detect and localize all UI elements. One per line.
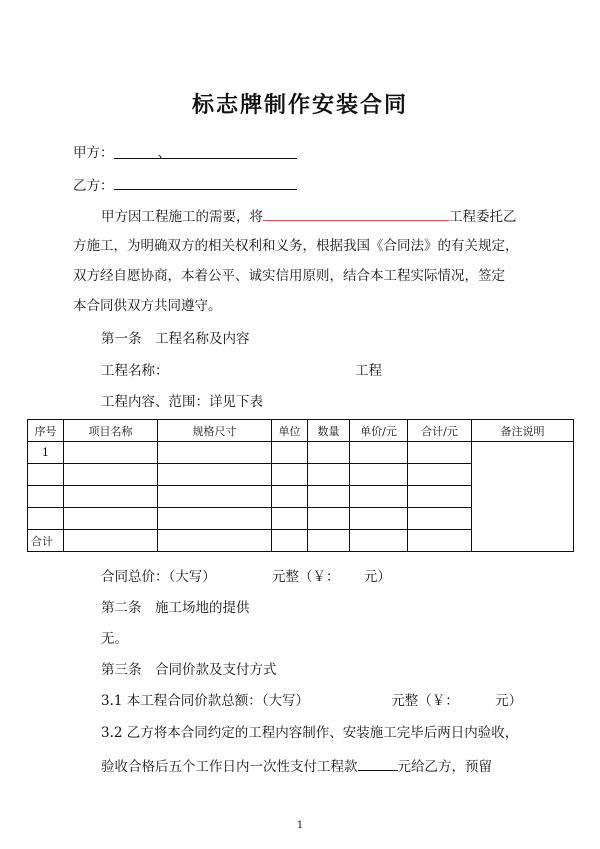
party-b-line xyxy=(73,174,297,196)
project-items-table xyxy=(27,419,574,552)
header-unit-price: 单价/元 xyxy=(350,420,408,442)
party-a-label: 甲方： xyxy=(73,145,114,161)
table-cell[interactable] xyxy=(308,508,350,530)
table-row xyxy=(28,442,574,464)
table-cell[interactable] xyxy=(272,464,308,486)
total-price-close: 元） xyxy=(363,569,391,585)
table-cell[interactable] xyxy=(308,486,350,508)
row-index: 1 xyxy=(28,442,64,464)
header-subtotal: 合计/元 xyxy=(408,420,472,442)
table-cell[interactable] xyxy=(158,530,272,552)
table-cell[interactable] xyxy=(350,486,408,508)
clause-3-2-text-end: 元给乙方，预留 xyxy=(397,759,492,775)
party-a-line xyxy=(73,143,297,163)
table-cell[interactable] xyxy=(158,464,272,486)
table-cell[interactable] xyxy=(350,508,408,530)
table-cell[interactable] xyxy=(158,486,272,508)
total-price-label: 合同总价：（大写） xyxy=(101,569,216,585)
header-index: 序号 xyxy=(28,420,64,442)
party-a-blank[interactable] xyxy=(114,143,297,159)
table-cell[interactable] xyxy=(158,442,272,464)
scope-line: 工程内容、范围：详见下表 xyxy=(101,394,263,410)
clause-3-2-text-start: 验收合格后五个工作日内一次性支付工程款 xyxy=(101,759,358,775)
total-price-yuan: 元整（￥： xyxy=(272,569,340,585)
party-b-blank[interactable] xyxy=(114,174,297,190)
table-cell[interactable] xyxy=(408,464,472,486)
table-cell[interactable] xyxy=(28,486,64,508)
table-cell[interactable] xyxy=(64,486,158,508)
project-name-label: 工程名称： xyxy=(101,363,169,379)
header-quantity: 数量 xyxy=(308,420,350,442)
project-name-suffix: 工程 xyxy=(355,363,382,379)
table-cell[interactable] xyxy=(408,530,472,552)
clause-3-1-text: 3.1 本工程合同价款总额：（大写） xyxy=(101,693,310,709)
document-title: 标志牌制作安装合同 xyxy=(191,92,408,118)
page-number: 1 xyxy=(296,820,304,831)
intro-text-start: 甲方因工程施工的需要，将 xyxy=(101,209,263,225)
clause-3-1-yuan: 元整（￥： xyxy=(391,693,459,709)
table-cell[interactable] xyxy=(408,508,472,530)
table-cell[interactable] xyxy=(64,464,158,486)
table-cell[interactable] xyxy=(350,442,408,464)
intro-line-2: 方施工，为明确双方的相关权利和义务，根据我国《合同法》的有关规定， xyxy=(73,238,519,254)
clause-3-1 xyxy=(101,691,522,711)
intro-line-1 xyxy=(101,205,517,227)
table-cell[interactable] xyxy=(308,530,350,552)
intro-line-4: 本合同供双方共同遵守。 xyxy=(73,298,222,314)
table-cell[interactable] xyxy=(64,530,158,552)
table-cell[interactable] xyxy=(158,508,272,530)
table-cell[interactable] xyxy=(272,508,308,530)
party-b-label: 乙方： xyxy=(73,178,114,194)
payment-amount-blank[interactable] xyxy=(358,755,398,771)
party-a-value: 、 xyxy=(157,145,171,161)
table-cell[interactable] xyxy=(64,442,158,464)
project-name-blank[interactable] xyxy=(263,205,449,221)
clause-3-1-close: 元） xyxy=(495,693,523,709)
intro-line-3: 双方经自愿协商，本着公平、诚实信用原则，结合本工程实际情况，签定 xyxy=(73,268,505,284)
table-cell[interactable] xyxy=(408,442,472,464)
header-remarks: 备注说明 xyxy=(472,420,574,442)
header-item-name: 项目名称 xyxy=(64,420,158,442)
intro-text-end: 工程委托乙 xyxy=(449,209,517,225)
total-price-line xyxy=(101,567,391,587)
header-spec: 规格尺寸 xyxy=(158,420,272,442)
article-2-heading: 第二条 施工场地的提供 xyxy=(101,600,250,616)
clause-3-2-line-1: 3.2 乙方将本合同约定的工程内容制作、安装施工完毕后两日内验收， xyxy=(101,725,519,741)
article-2-content: 无。 xyxy=(101,631,128,647)
table-cell[interactable] xyxy=(64,508,158,530)
article-3-heading: 第三条 合同价款及支付方式 xyxy=(101,662,277,678)
remarks-cell[interactable] xyxy=(472,442,574,552)
header-unit: 单位 xyxy=(272,420,308,442)
table-cell[interactable] xyxy=(272,442,308,464)
table-cell[interactable] xyxy=(308,442,350,464)
table-cell[interactable] xyxy=(28,508,64,530)
clause-3-2-line-2 xyxy=(101,755,492,777)
table-cell[interactable] xyxy=(350,464,408,486)
article-1-heading: 第一条 工程名称及内容 xyxy=(101,331,250,347)
total-label: 合计 xyxy=(28,530,64,552)
table-cell[interactable] xyxy=(350,530,408,552)
table-cell[interactable] xyxy=(308,464,350,486)
table-cell[interactable] xyxy=(272,530,308,552)
table-cell[interactable] xyxy=(272,486,308,508)
table-header-row xyxy=(28,420,574,442)
table-cell[interactable] xyxy=(408,486,472,508)
table-cell[interactable] xyxy=(28,464,64,486)
